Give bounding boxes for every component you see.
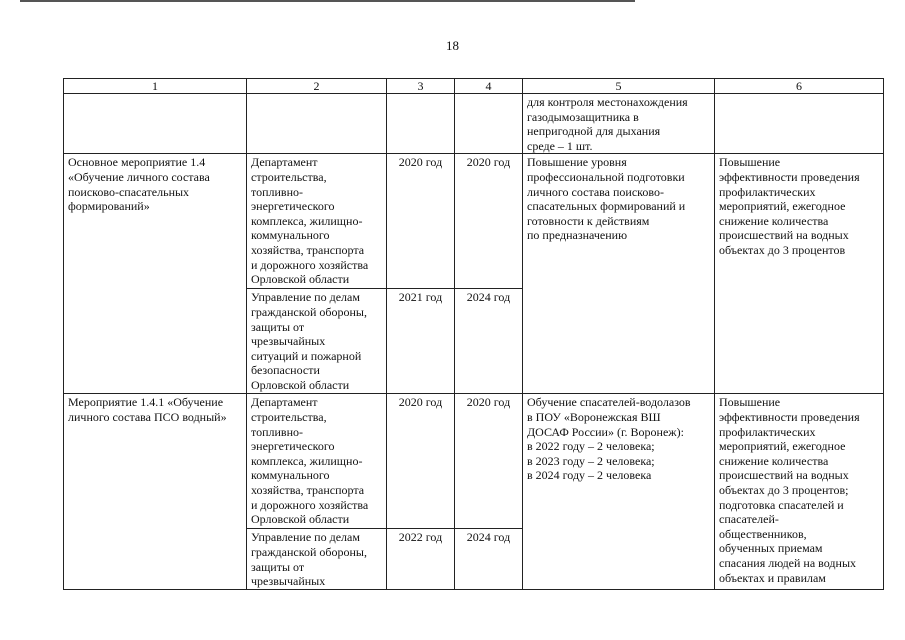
executor-cell: Управление по делам гражданской обороны, защиты от чрезвычайных bbox=[247, 529, 387, 589]
result-cell: Обучение спасателей-водолазов в ПОУ «Воронежская ВШ ДОСАФ России» (г. Воронеж): в 2022 году – 2 человека; в 2023 году – 2 человека; в 2024 году – 2 человека bbox=[523, 394, 715, 589]
start-year-cell: 2022 год bbox=[387, 529, 455, 589]
continuation-start-cell bbox=[387, 94, 455, 154]
executor-cell: Департамент строительства, топливно- энергетического комплекса, жилищно- коммунального хозяйства, транспорта и дорожного хозяйства Орловской области bbox=[247, 154, 387, 289]
header-col-1: 1 bbox=[64, 79, 247, 94]
header-row bbox=[64, 79, 884, 94]
program-table bbox=[63, 78, 884, 590]
continuation-measure-cell bbox=[64, 94, 247, 154]
executor-cell: Департамент строительства, топливно- энергетического комплекса, жилищно- коммунального хозяйства, транспорта и дорожного хозяйства Орловской области bbox=[247, 394, 387, 529]
start-year-cell: 2020 год bbox=[387, 394, 455, 529]
end-year-cell: 2020 год bbox=[455, 154, 523, 289]
indicator-cell: Повышение эффективности проведения профилактических мероприятий, ежегодное снижение количества происшествий на водных объектах до 3 процентов; подготовка спасателей и спасателей- общественников, обученных приемам спасания людей на водных объектах и правилам bbox=[715, 394, 884, 589]
header-col-5: 5 bbox=[523, 79, 715, 94]
start-year-cell: 2020 год bbox=[387, 154, 455, 289]
end-year-cell: 2020 год bbox=[455, 394, 523, 529]
header-col-4: 4 bbox=[455, 79, 523, 94]
table-row bbox=[64, 154, 884, 289]
continuation-result-cell: для контроля местонахождения газодымозащитника в непригодной для дыхания среде – 1 шт. bbox=[523, 94, 715, 154]
header-col-3: 3 bbox=[387, 79, 455, 94]
indicator-cell: Повышение эффективности проведения профилактических мероприятий, ежегодное снижение количества происшествий на водных объектах до 3 процентов bbox=[715, 154, 884, 394]
result-cell: Повышение уровня профессиональной подготовки личного состава поисково- спасательных формирований и готовности к действиям по предназначению bbox=[523, 154, 715, 394]
continuation-end-cell bbox=[455, 94, 523, 154]
measure-cell: Мероприятие 1.4.1 «Обучение личного состава ПСО водный» bbox=[64, 394, 247, 589]
end-year-cell: 2024 год bbox=[455, 529, 523, 589]
top-rule bbox=[20, 0, 635, 2]
continuation-row bbox=[64, 94, 884, 154]
measure-cell: Основное мероприятие 1.4 «Обучение личного состава поисково-спасательных формирований» bbox=[64, 154, 247, 394]
header-col-2: 2 bbox=[247, 79, 387, 94]
executor-cell: Управление по делам гражданской обороны, защиты от чрезвычайных ситуаций и пожарной безопасности Орловской области bbox=[247, 289, 387, 394]
header-col-6: 6 bbox=[715, 79, 884, 94]
continuation-executor-cell bbox=[247, 94, 387, 154]
start-year-cell: 2021 год bbox=[387, 289, 455, 394]
table-row bbox=[64, 394, 884, 529]
continuation-indicator-cell bbox=[715, 94, 884, 154]
page-number: 18 bbox=[446, 38, 459, 53]
end-year-cell: 2024 год bbox=[455, 289, 523, 394]
